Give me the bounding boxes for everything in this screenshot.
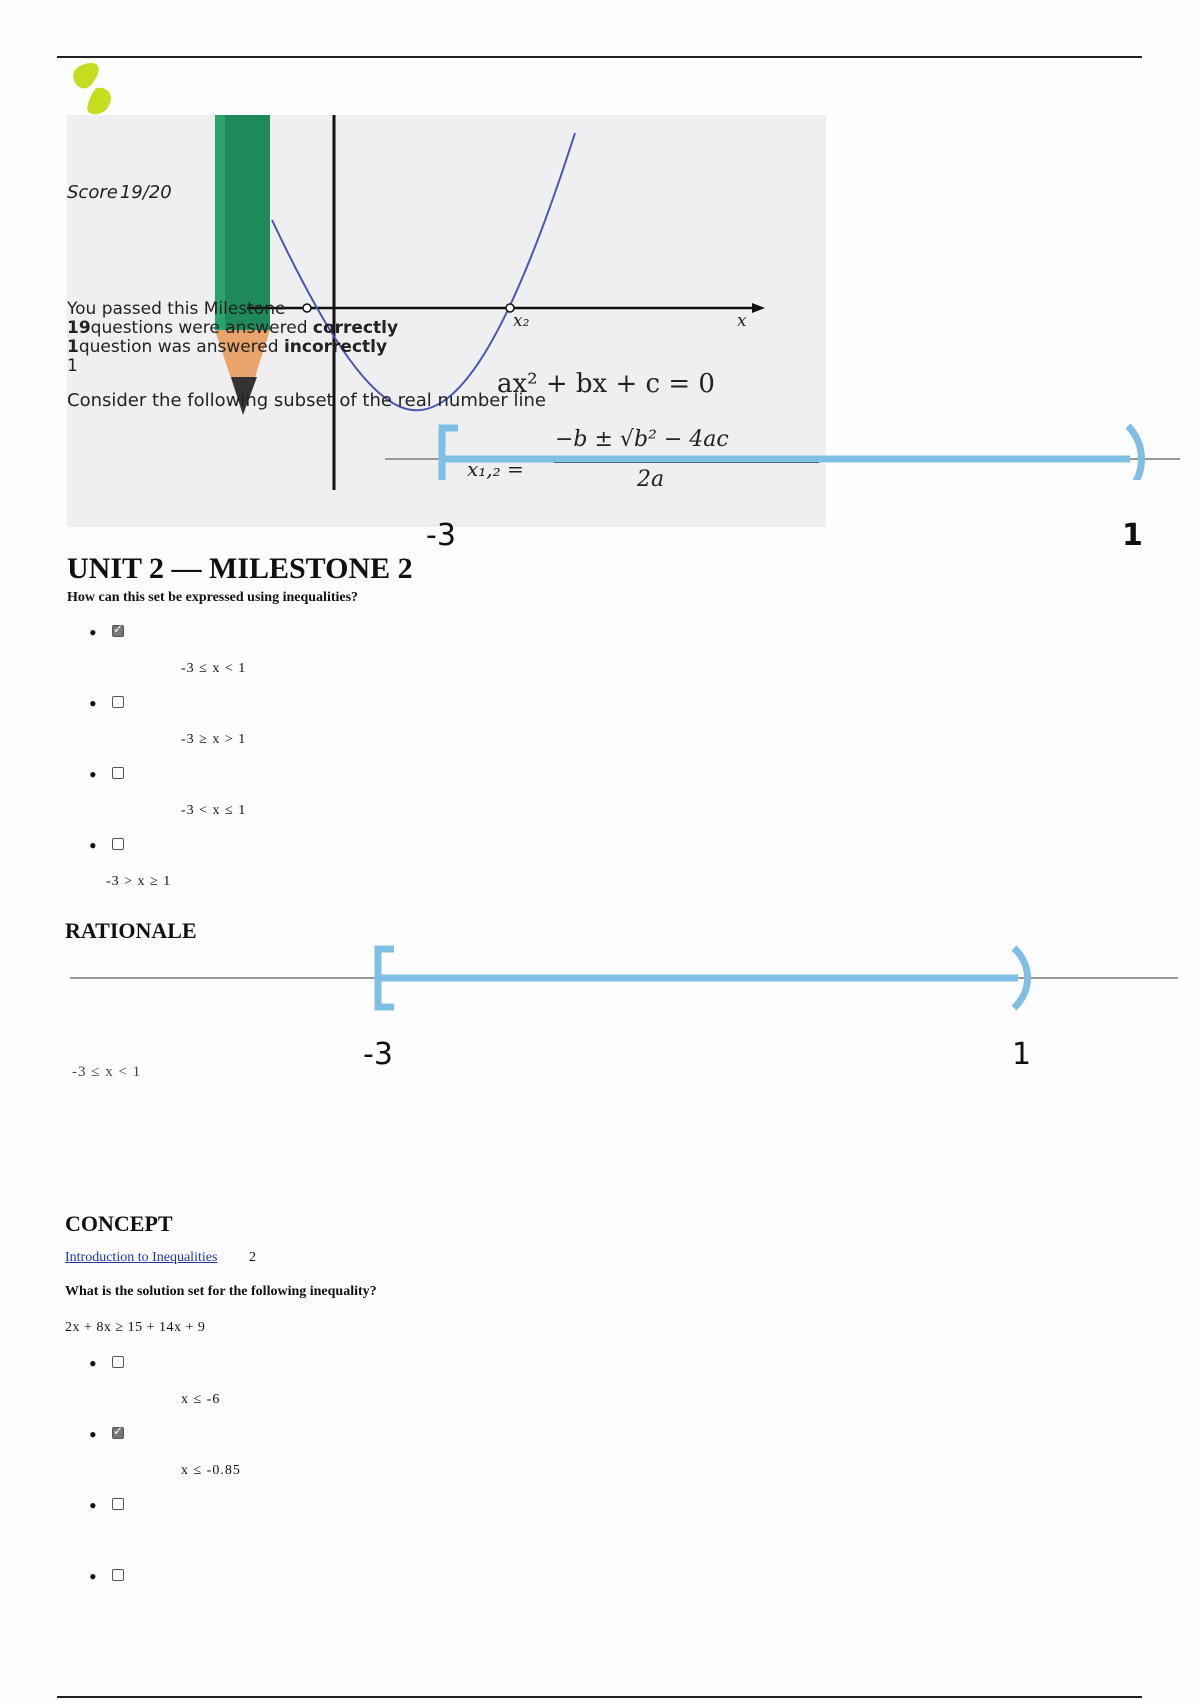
formula-main: ax² + bx + c = 0 bbox=[497, 369, 715, 399]
q2-option-1-text[interactable]: x ≤ -6 bbox=[181, 1392, 221, 1407]
q1-option-1-checkbox[interactable] bbox=[112, 625, 124, 637]
q2-bullet-1: • bbox=[89, 1351, 97, 1376]
question-number: 1 bbox=[67, 356, 78, 376]
q2-option-2-text[interactable]: x ≤ -0.85 bbox=[181, 1463, 241, 1478]
graph-x-label: x bbox=[737, 311, 747, 331]
rationale-answer: -3 ≤ x < 1 bbox=[72, 1064, 142, 1080]
q2-option-2-checkbox[interactable] bbox=[112, 1427, 124, 1439]
q1-option-2-text[interactable]: -3 ≥ x > 1 bbox=[181, 732, 247, 747]
q1-option-3-text[interactable]: -3 < x ≤ 1 bbox=[181, 803, 247, 818]
q1-bullet-4: • bbox=[89, 833, 97, 858]
score-label: Score bbox=[67, 182, 118, 203]
concept-link[interactable]: Introduction to Inequalities bbox=[65, 1250, 218, 1265]
q1-option-2-checkbox[interactable] bbox=[112, 696, 124, 708]
q2-option-1-checkbox[interactable] bbox=[112, 1356, 124, 1368]
incorrect-text: question was answered bbox=[78, 337, 279, 357]
bottom-rule bbox=[57, 1696, 1142, 1698]
q1-prompt: How can this set be expressed using inequalities? bbox=[67, 590, 359, 605]
rationale-heading: RATIONALE bbox=[65, 918, 197, 943]
q1-option-4-text[interactable]: -3 > x ≥ 1 bbox=[106, 874, 172, 889]
formula-numerator: −b ± √b² − 4ac bbox=[555, 427, 729, 452]
score-value: 19/20 bbox=[119, 182, 172, 203]
graph-x2-label: x₂ bbox=[513, 311, 530, 331]
correct-count: 19 bbox=[67, 318, 91, 338]
number-line-top bbox=[380, 420, 1180, 480]
q2-bullet-2: • bbox=[89, 1422, 97, 1447]
unit-title: UNIT 2 — MILESTONE 2 bbox=[67, 552, 413, 585]
number-line-top-right-label: 1 bbox=[1122, 518, 1143, 553]
q2-option-4-checkbox[interactable] bbox=[112, 1569, 124, 1581]
q2-option-3-checkbox[interactable] bbox=[112, 1498, 124, 1510]
q1-option-4-checkbox[interactable] bbox=[112, 838, 124, 850]
q1-option-3-checkbox[interactable] bbox=[112, 767, 124, 779]
q1-bullet-1: • bbox=[89, 620, 97, 645]
formula-denominator: 2a bbox=[637, 467, 665, 492]
q1-option-1-text[interactable]: -3 ≤ x < 1 bbox=[181, 661, 247, 676]
number-line-rationale-right-label: 1 bbox=[1012, 1037, 1032, 1072]
leaf-logo-icon bbox=[66, 58, 118, 118]
passed-text: You passed this Milestone bbox=[67, 299, 286, 319]
formula-lhs: x₁,₂ = bbox=[467, 457, 524, 481]
question-prompt: Consider the following subset of the real number line bbox=[67, 390, 546, 411]
q2-prompt: What is the solution set for the following inequality? bbox=[65, 1284, 377, 1299]
concept-heading: CONCEPT bbox=[65, 1211, 173, 1236]
number-line-rationale-left-label: -3 bbox=[363, 1037, 393, 1072]
correct-word: correctly bbox=[312, 318, 399, 338]
q2-equation: 2x + 8x ≥ 15 + 14x + 9 bbox=[65, 1320, 206, 1335]
number-line-top-left-label: -3 bbox=[426, 518, 456, 553]
q2-bullet-3: • bbox=[89, 1493, 97, 1518]
top-rule bbox=[57, 56, 1142, 58]
number-line-rationale bbox=[70, 945, 1180, 1015]
q1-bullet-3: • bbox=[89, 762, 97, 787]
q1-bullet-2: • bbox=[89, 691, 97, 716]
concept-question-number: 2 bbox=[249, 1250, 257, 1265]
q2-bullet-4: • bbox=[89, 1564, 97, 1589]
correct-text: questions were answered bbox=[90, 318, 308, 338]
incorrect-word: incorrectly bbox=[283, 337, 388, 357]
incorrect-count: 1 bbox=[67, 337, 79, 357]
